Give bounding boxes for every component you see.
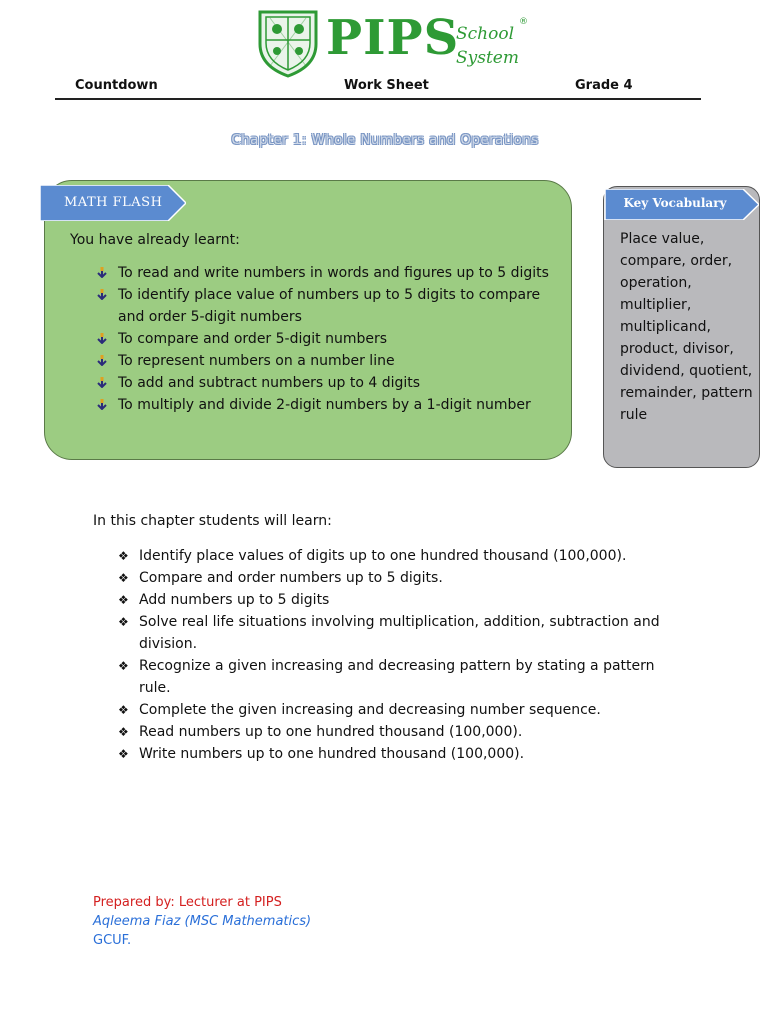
already-learnt-list: [96, 262, 556, 416]
key-vocabulary-words: Place value, compare, order, operation, multiplier, multiplicand, product, divisor, dividend, quotient, remainder, pattern rule: [620, 231, 753, 423]
registered-mark: ®: [519, 17, 528, 27]
list-item: To identify place value of numbers up to 5 digits to compare and order 5-digit numbers: [96, 284, 556, 328]
list-item: To multiply and divide 2-digit numbers by a 1-digit number: [96, 394, 556, 416]
diamond-bullet-icon: ❖: [118, 703, 129, 717]
list-item: ❖ Solve real life situations involving multiplication, addition, subtraction and division.: [118, 611, 688, 655]
diamond-bullet-icon: ❖: [118, 549, 129, 563]
diamond-bullet-icon: ❖: [118, 615, 129, 629]
list-item: ❖ Recognize a given increasing and decreasing pattern by stating a pattern rule.: [118, 655, 688, 699]
logo-line1: School: [456, 24, 515, 44]
arrow-bullet-icon: [96, 354, 108, 366]
prepared-by-block: [93, 893, 311, 950]
already-learnt-intro: You have already learnt:: [70, 232, 240, 248]
list-item: ❖ Compare and order numbers up to 5 digits.: [118, 567, 688, 589]
crest-icon: [256, 8, 320, 78]
header-worksheet: Work Sheet: [344, 78, 429, 93]
list-item: To represent numbers on a number line: [96, 350, 556, 372]
list-item: ❖ Add numbers up to 5 digits: [118, 589, 688, 611]
list-item: ❖ Complete the given increasing and decreasing number sequence.: [118, 699, 688, 721]
list-item: ❖ Identify place values of digits up to one hundred thousand (100,000).: [118, 545, 688, 567]
list-item: ❖ Write numbers up to one hundred thousand (100,000).: [118, 743, 688, 765]
institution: GCUF.: [93, 933, 132, 948]
list-item: To read and write numbers in words and figures up to 5 digits: [96, 262, 556, 284]
arrow-bullet-icon: [96, 376, 108, 388]
arrow-bullet-icon: [96, 266, 108, 278]
diamond-bullet-icon: ❖: [118, 659, 129, 673]
arrow-bullet-icon: [96, 288, 108, 300]
diamond-bullet-icon: ❖: [118, 571, 129, 585]
learn-intro: In this chapter students will learn:: [93, 513, 332, 529]
chapter-title: Chapter 1: Whole Numbers and Operations: [231, 132, 539, 148]
diamond-bullet-icon: ❖: [118, 593, 129, 607]
diamond-bullet-icon: ❖: [118, 725, 129, 739]
header-grade: Grade 4: [575, 78, 633, 93]
diamond-bullet-icon: ❖: [118, 747, 129, 761]
header-divider: [55, 98, 701, 100]
list-item: To compare and order 5-digit numbers: [96, 328, 556, 350]
arrow-bullet-icon: [96, 332, 108, 344]
header-countdown: Countdown: [75, 78, 158, 93]
list-item: ❖ Read numbers up to one hundred thousand (100,000).: [118, 721, 688, 743]
math-flash-label: MATH FLASH: [64, 195, 163, 210]
school-logo: [256, 8, 536, 78]
learning-objectives-list: [118, 545, 688, 765]
prepared-by-line: Prepared by: Lecturer at PIPS: [93, 895, 282, 910]
logo-brand: PIPS: [326, 10, 460, 66]
author-name: Aqleema Fiaz (MSC Mathematics): [93, 914, 312, 929]
arrow-bullet-icon: [96, 398, 108, 410]
logo-line2: System: [456, 48, 519, 68]
key-vocabulary-label: Key Vocabulary: [623, 196, 727, 210]
list-item: To add and subtract numbers up to 4 digits: [96, 372, 556, 394]
